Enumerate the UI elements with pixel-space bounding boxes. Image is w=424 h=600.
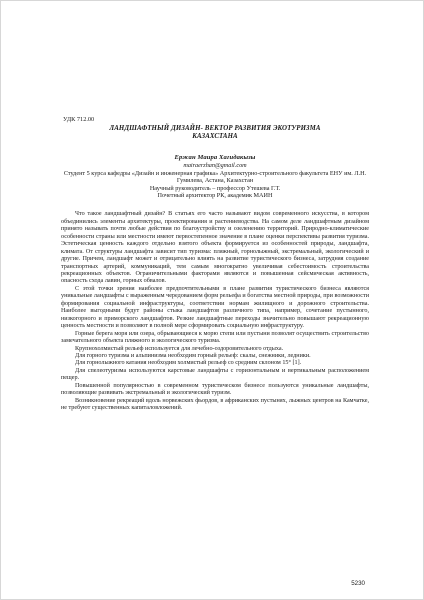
udc-code: УДК 712.00: [63, 116, 95, 123]
page-content: [61, 115, 369, 413]
body-paragraph: Для спелеотуризма используются карстовые ландшафты с горизонтальным и вертикальным расположением пещер.: [61, 367, 369, 382]
body-paragraph: Что такое ландшафтный дизайн? В статьях его часто называют видом современного искусства, в котором объединились элементы архитектуры, проектирования и растениеводства. На самом деле ландшафтным дизайном принято называть почти любые действия по благоустройству и озеленению территорий. Природно-климатические особенности страны или местности имеют первостепенное значение в плане оценки перспективы развития туризма. Эстетическая ценность каждого отдельно взятого объекта формируется из особенностей природы, ландшафта, климата. От структуры ландшафта зависит тип туризма: пляжный, горнолыжный, экстремальный, экологический и другие. Причем, ландшафт может и отрицательно влиять на развитие туристического бизнеса, затрудняя создание транспортных артерий, коммуникаций, тем самым многократно увеличивая себестоимость строительства рекреационных объектов. Ограничительными факторами являются и повышенная сейсмическая активность, опасность схода лавин, горных обвалов.: [61, 211, 369, 285]
supervisor-title: Почетный архитектор РК, академик МАИН: [157, 191, 273, 199]
body-paragraph: Возникновение рекреаций вдоль норвежских фьордов, в африканских пустынях, лыжных центров на Камчатке, не требуют существенных капиталовложений.: [61, 397, 369, 412]
article-title: [61, 125, 369, 142]
body-paragraph: Для горнолыжного катания необходим холмистый рельеф со средним склоном 15° [1].: [75, 360, 302, 367]
body-paragraph: Для горного туризма и альпинизма необходим горный рельеф: скалы, снежники, ледники.: [75, 352, 311, 359]
article-title-line-1: ЛАНДШАФТНЫЙ ДИЗАЙН- ВЕКТОР РАЗВИТИЯ ЭКОТУРИЗМА: [109, 125, 321, 132]
supervisor: Научный руководитель – профессор Утешева Г.Т.: [149, 184, 281, 192]
article-title-line-2: КАЗАХСТАНА: [192, 133, 238, 141]
article-body: [61, 211, 369, 412]
author-name: Ержан Маира Хагидакызы: [174, 153, 256, 161]
body-paragraph: Горные берега моря или озера, обрывающиеся к морю степи или пустыни позволят осуществить строительство замечательного объекта пляжного и экологического туризма.: [61, 330, 369, 345]
author-email: mairaerzhan@gmail.com: [183, 162, 247, 170]
author-affiliation: Студент 5 курса кафедры «Дизайн и инженерная графика» Архитектурно-строительного факультета ЕНУ им. Л.Н. Гумилева, Астана, Казахстан: [63, 169, 367, 185]
body-paragraph: С этой точки зрения наиболее предпочтительными в плане развития туристического бизнеса являются уникальные ландшафты с выраженным чередованием форм рельефа и богатства местной природы, при возможности формирования социальной инфраструктуры, соответствии нормам жилищного и дорожного строительства. Наиболее выгодными будут районы стыка ландшафтов различного типа, например, сочетание пустынного, низкогорного и приморского ландшафтов. Резкие ландшафтные переходы значительно повышают рекреационную ценность местности и позволяют в полной мере сформировать социальную инфраструктуру.: [61, 285, 369, 330]
page-number: 5230: [351, 580, 365, 587]
body-paragraph: Крупнохолмистый рельеф используется для лечебно-оздоровительного отдыха.: [75, 345, 284, 352]
body-paragraph: Повышенной популярностью в современном туристическом бизнесе пользуются уникальные ландшафты, позволяющие развивать экстремальный и экологический туризм.: [61, 382, 369, 397]
